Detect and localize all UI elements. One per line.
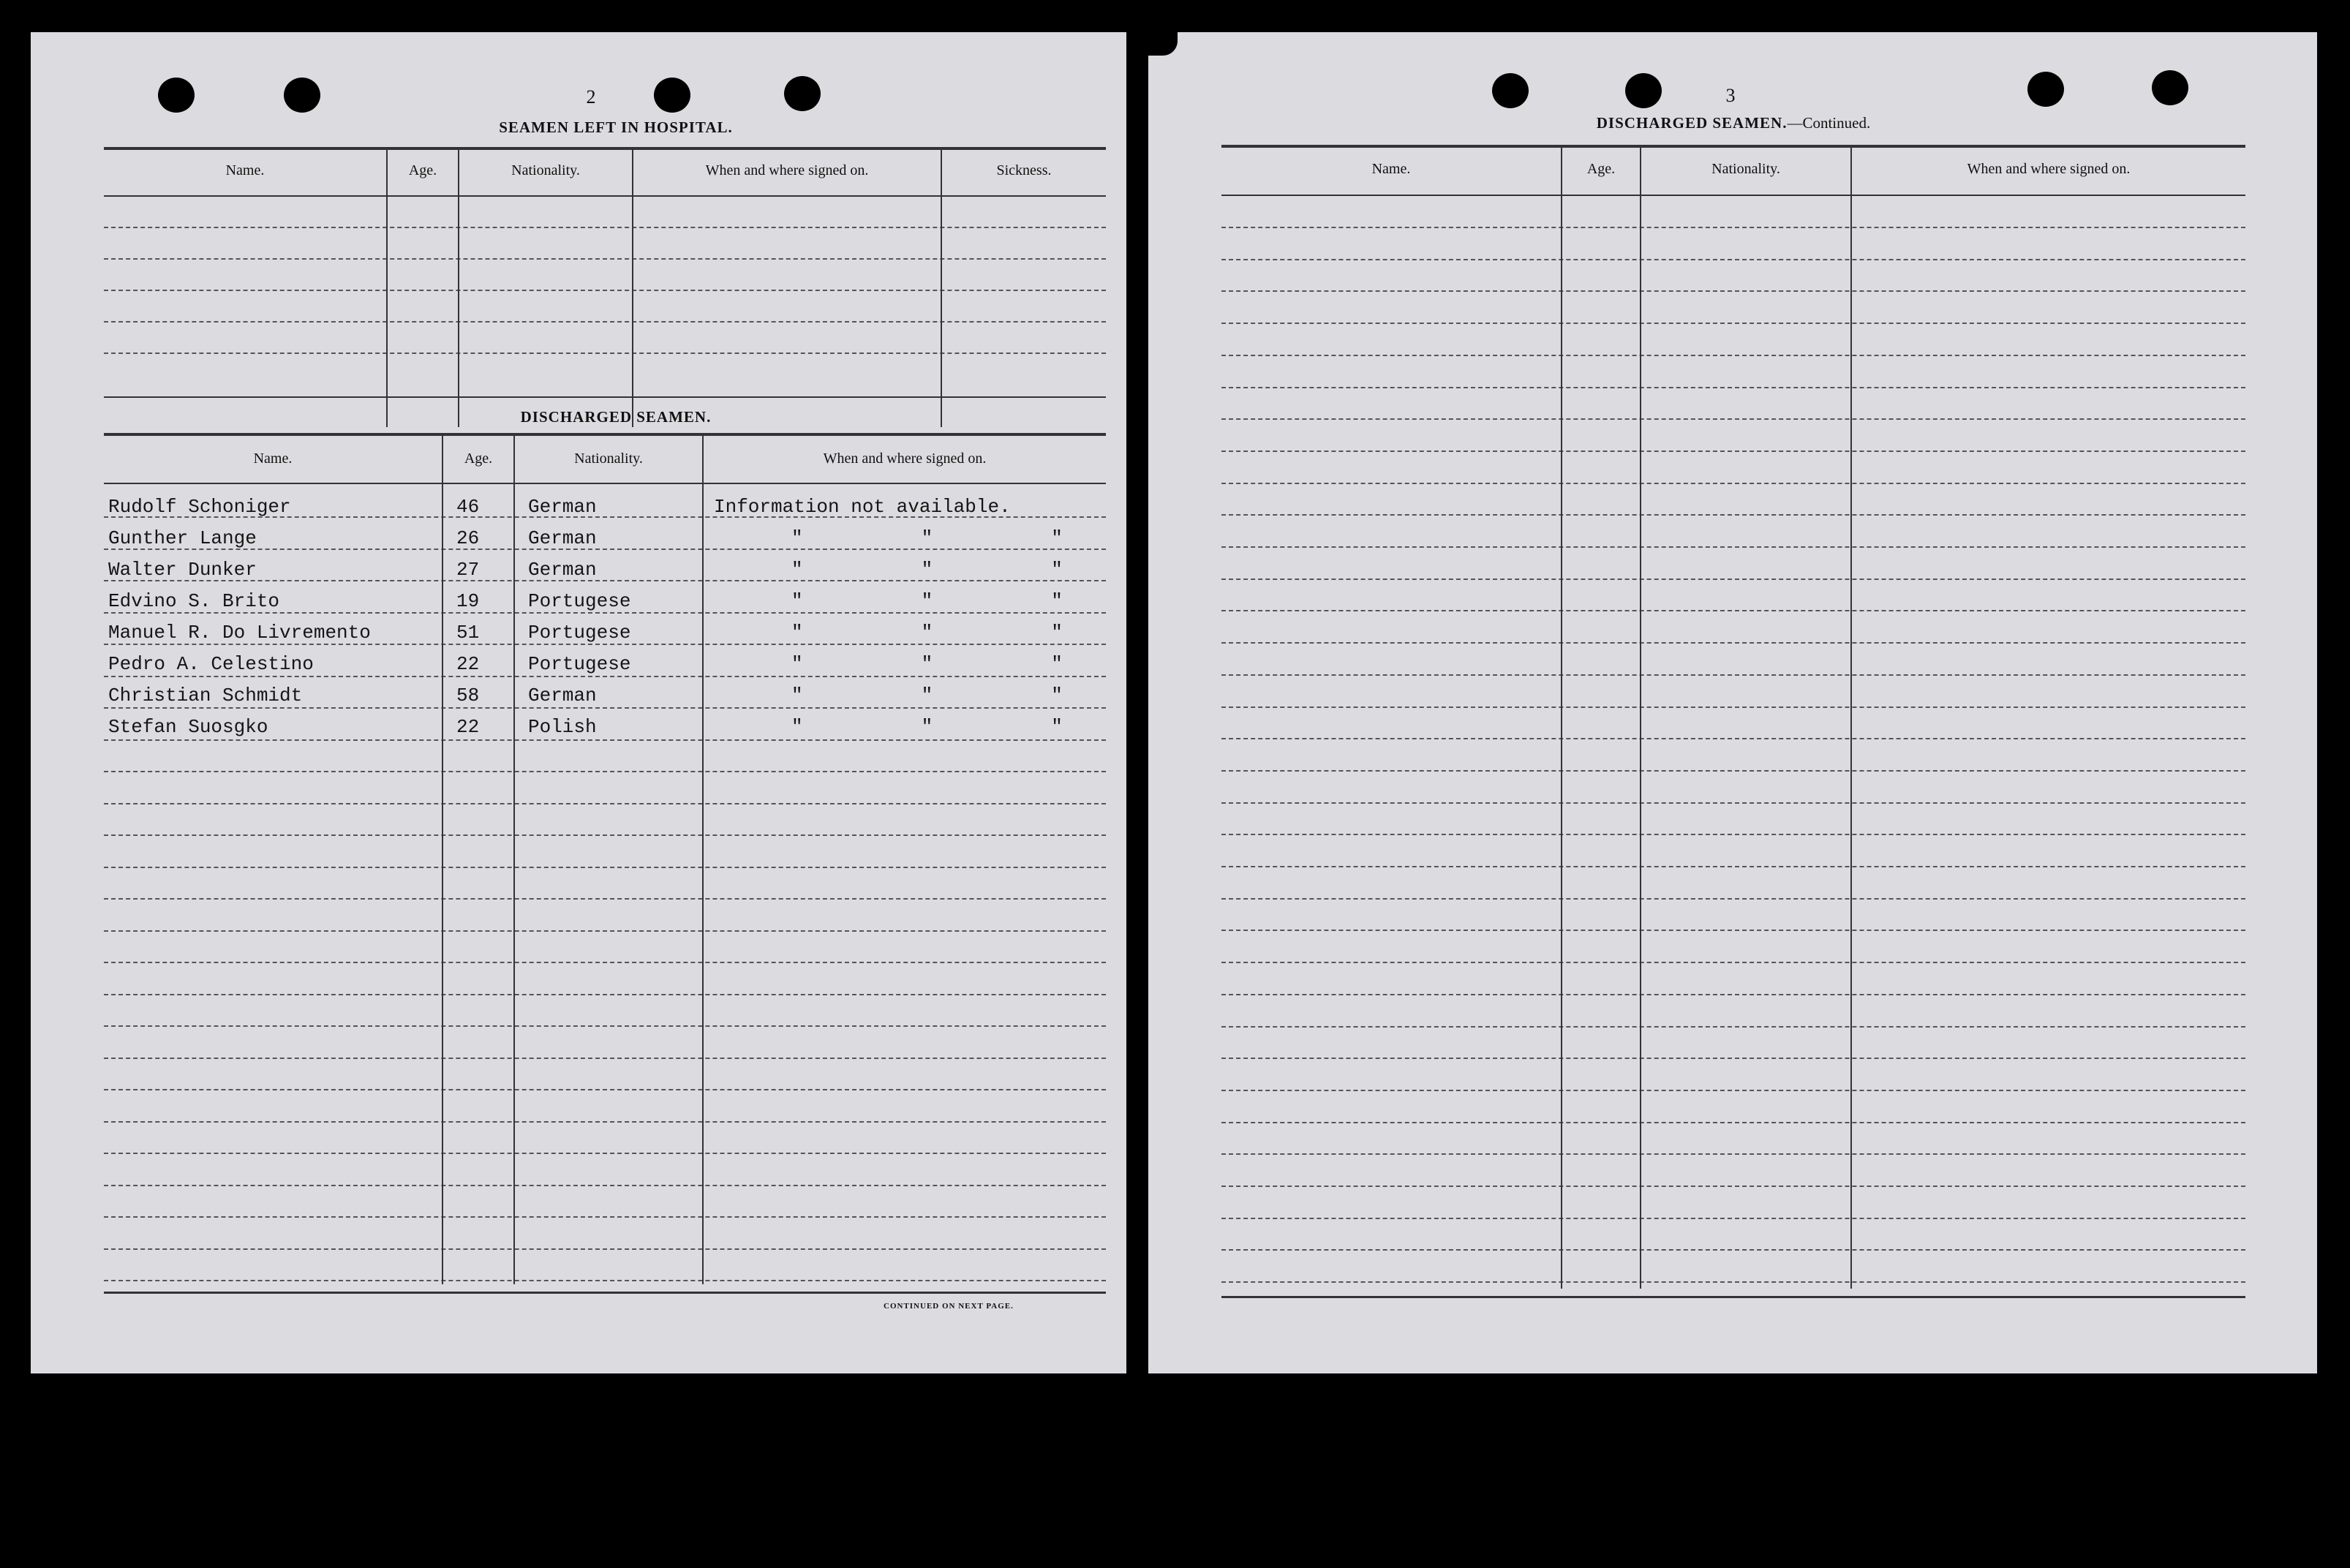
row-name: Rudolf Schoniger: [108, 496, 291, 518]
punch-hole: [284, 78, 320, 113]
col-divider: [386, 149, 388, 427]
right-page: [1148, 32, 2317, 1373]
dotted-row-line: [1221, 387, 2245, 388]
dotted-row-line: [1221, 1122, 2245, 1123]
right-col-signed-on: When and where signed on.: [1967, 161, 2131, 177]
row-signed-on: " " ": [791, 527, 1073, 549]
dotted-row-line: [1221, 227, 2245, 228]
col-divider: [1850, 148, 1852, 1289]
dotted-row-line: [104, 290, 1106, 291]
dotted-row-line: [1221, 962, 2245, 963]
row-age: 26: [456, 527, 480, 549]
rule: [1221, 195, 2245, 196]
dotted-row-line: [1221, 1218, 2245, 1219]
dotted-row-line: [104, 1089, 1106, 1090]
page-number: 2: [586, 86, 596, 108]
rule: [104, 483, 1106, 484]
dotted-row-line: [104, 1248, 1106, 1250]
dotted-row-line: [1221, 1026, 2245, 1028]
row-name: Gunther Lange: [108, 527, 257, 549]
discharged-col-age: Age.: [464, 451, 493, 467]
dotted-row-line: [104, 258, 1106, 260]
punch-hole: [2152, 70, 2188, 105]
dotted-row-line: [104, 1025, 1106, 1027]
row-nationality: German: [528, 527, 597, 549]
dotted-row-line: [1221, 290, 2245, 292]
continued-note: CONTINUED ON NEXT PAGE.: [884, 1302, 1014, 1311]
row-signed-on: " " ": [791, 622, 1073, 644]
col-divider: [941, 149, 942, 427]
row-nationality: German: [528, 496, 597, 518]
row-nationality: Portugese: [528, 590, 631, 612]
dotted-row-line: [104, 898, 1106, 900]
row-age: 22: [456, 716, 480, 738]
dotted-row-line: [104, 962, 1106, 963]
dotted-row-line: [1221, 706, 2245, 708]
right-col-name: Name.: [1371, 161, 1411, 177]
dotted-row-line: [1221, 483, 2245, 484]
right-section-title-suffix: —Continued.: [1787, 114, 1871, 132]
dotted-row-line: [104, 803, 1106, 804]
dotted-row-line: [104, 739, 1106, 741]
row-signed-on: " " ": [791, 685, 1073, 706]
row-age: 19: [456, 590, 480, 612]
col-divider: [458, 149, 459, 427]
row-age: 58: [456, 685, 480, 706]
discharged-col-name: Name.: [253, 451, 293, 467]
dotted-row-line: [1221, 642, 2245, 644]
dotted-row-line: [1221, 259, 2245, 260]
dotted-row-line: [104, 771, 1106, 772]
dotted-row-line: [1221, 355, 2245, 356]
rule: [1221, 1296, 2245, 1298]
row-name: Pedro A. Celestino: [108, 653, 314, 675]
hospital-col-sickness: Sickness.: [996, 162, 1052, 178]
punch-hole: [2027, 72, 2064, 107]
dotted-row-line: [1221, 610, 2245, 611]
row-age: 46: [456, 496, 480, 518]
row-age: 51: [456, 622, 480, 644]
right-section-title-text: DISCHARGED SEAMEN.: [1596, 114, 1788, 132]
dotted-row-line: [1221, 1153, 2245, 1155]
punch-hole: [158, 78, 195, 113]
rule: [104, 433, 1106, 436]
row-signed-on: " " ": [791, 590, 1073, 612]
row-name: Manuel R. Do Livremento: [108, 622, 371, 644]
discharged-col-nationality: Nationality.: [574, 451, 643, 467]
row-nationality: Portugese: [528, 622, 631, 644]
dotted-row-line: [1221, 451, 2245, 452]
right-section-title: [1477, 114, 1989, 132]
right-col-age: Age.: [1586, 161, 1616, 177]
row-nationality: German: [528, 559, 597, 581]
dotted-row-line: [104, 644, 1106, 645]
dotted-row-line: [1221, 930, 2245, 931]
punch-hole: [1625, 73, 1662, 108]
row-signed-on: Information not available.: [714, 496, 1011, 518]
col-divider: [513, 436, 515, 1284]
discharged-col-signed-on: When and where signed on.: [823, 451, 987, 467]
punch-hole: [654, 78, 690, 113]
row-name: Edvino S. Brito: [108, 590, 280, 612]
torn-corner: [1148, 29, 1178, 56]
punch-hole: [784, 76, 821, 111]
rule: [104, 1292, 1106, 1294]
col-divider: [442, 436, 443, 1284]
row-signed-on: " " ": [791, 653, 1073, 675]
dotted-row-line: [1221, 323, 2245, 324]
dotted-row-line: [104, 1153, 1106, 1154]
dotted-row-line: [1221, 514, 2245, 516]
discharged-section-title: DISCHARGED SEAMEN.: [520, 408, 712, 426]
hospital-section-title: SEAMEN LEFT IN HOSPITAL.: [499, 118, 733, 136]
row-name: Walter Dunker: [108, 559, 257, 581]
dotted-row-line: [1221, 1186, 2245, 1187]
dotted-row-line: [1221, 866, 2245, 867]
dotted-row-line: [1221, 834, 2245, 835]
col-divider: [632, 149, 633, 427]
dotted-row-line: [1221, 418, 2245, 420]
rule: [104, 396, 1106, 398]
row-nationality: Portugese: [528, 653, 631, 675]
dotted-row-line: [104, 1280, 1106, 1281]
hospital-col-nationality: Nationality.: [511, 162, 580, 178]
row-nationality: German: [528, 685, 597, 706]
page-number: 3: [1725, 85, 1736, 106]
dotted-row-line: [1221, 770, 2245, 772]
rule: [104, 195, 1106, 197]
dotted-row-line: [104, 1121, 1106, 1123]
rule: [104, 147, 1106, 150]
rule: [1221, 145, 2245, 148]
row-signed-on: " " ": [791, 559, 1073, 581]
punch-hole: [1492, 73, 1529, 108]
row-age: 22: [456, 653, 480, 675]
dotted-row-line: [104, 1058, 1106, 1059]
hospital-col-age: Age.: [408, 162, 437, 178]
row-nationality: Polish: [528, 716, 597, 738]
dotted-row-line: [1221, 898, 2245, 900]
dotted-row-line: [104, 834, 1106, 836]
dotted-row-line: [104, 321, 1106, 323]
col-divider: [702, 436, 704, 1284]
dotted-row-line: [1221, 578, 2245, 580]
dotted-row-line: [1221, 802, 2245, 804]
dotted-row-line: [1221, 1281, 2245, 1283]
dotted-row-line: [1221, 1249, 2245, 1251]
row-name: Stefan Suosgko: [108, 716, 268, 738]
dotted-row-line: [1221, 1090, 2245, 1091]
col-divider: [1640, 148, 1641, 1289]
dotted-row-line: [104, 1185, 1106, 1186]
dotted-row-line: [1221, 674, 2245, 676]
dotted-row-line: [104, 353, 1106, 354]
dotted-row-line: [1221, 738, 2245, 739]
dotted-row-line: [1221, 1058, 2245, 1059]
dotted-row-line: [1221, 546, 2245, 548]
dotted-row-line: [104, 1216, 1106, 1218]
dotted-row-line: [104, 227, 1106, 228]
right-col-nationality: Nationality.: [1711, 161, 1780, 177]
col-divider: [1561, 148, 1562, 1289]
row-name: Christian Schmidt: [108, 685, 303, 706]
dotted-row-line: [104, 930, 1106, 932]
dotted-row-line: [104, 676, 1106, 677]
left-page: [31, 32, 1126, 1373]
hospital-col-name: Name.: [225, 162, 265, 178]
row-age: 27: [456, 559, 480, 581]
row-signed-on: " " ": [791, 716, 1073, 738]
dotted-row-line: [1221, 994, 2245, 995]
hospital-col-signed-on: When and where signed on.: [705, 162, 869, 178]
dotted-row-line: [104, 867, 1106, 868]
dotted-row-line: [104, 707, 1106, 709]
dotted-row-line: [104, 994, 1106, 995]
